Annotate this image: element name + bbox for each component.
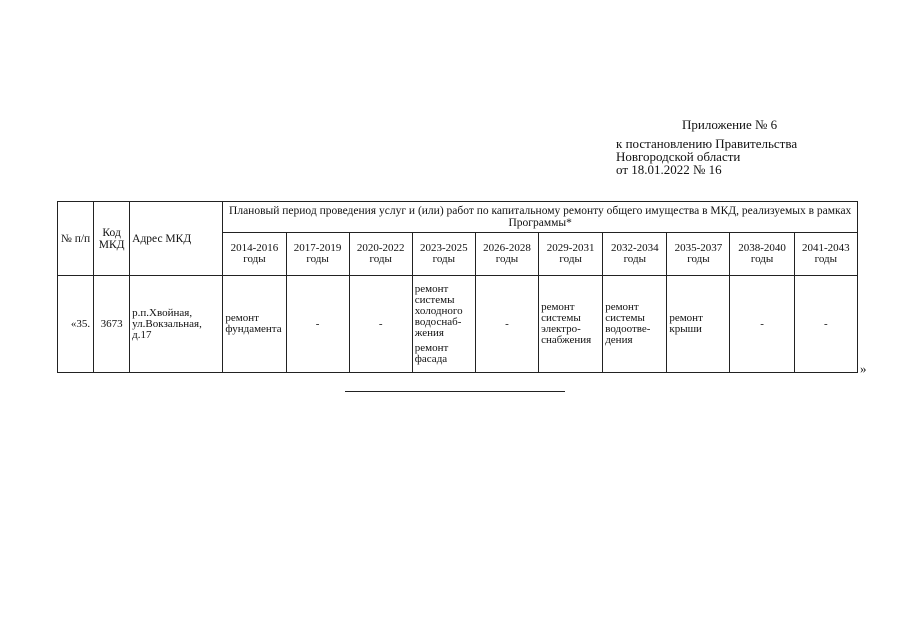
work-item: - [505, 317, 509, 330]
decree-line-2: Новгородской области [616, 149, 741, 164]
work-item: ремонт фасада [414, 341, 449, 365]
header-period: 2038-2040 годы [730, 233, 794, 276]
work-item: ремонт фундамента [225, 312, 282, 335]
header-address: Адрес МКД [130, 202, 223, 276]
period-cell [539, 276, 603, 373]
closing-quote: » [860, 361, 867, 376]
work-item: ремонт системы электро-снабжения [541, 301, 592, 346]
period-cell [223, 276, 286, 373]
header-num: № п/п [58, 202, 94, 276]
repair-plan-table [57, 201, 858, 373]
decree-line-3: от 18.01.2022 № 16 [616, 162, 722, 177]
period-cell [667, 276, 730, 373]
period-cell [730, 276, 794, 373]
work-item: - [378, 317, 383, 330]
row-num: «35. [58, 276, 94, 373]
row-address: р.п.Хвойная, ул.Вокзальная, д.17 [130, 276, 223, 373]
work-item: - [315, 317, 320, 330]
work-item: ремонт крыши [669, 312, 703, 335]
header-period: 2023-2025 годы [412, 233, 475, 276]
row-code: 3673 [94, 276, 130, 373]
period-cell [349, 276, 412, 373]
header-period: 2017-2019 годы [286, 233, 349, 276]
period-cell [475, 276, 538, 373]
header-period-group: Плановый период проведения услуг и (или) работ по капитальному ремонту общего имущества в МКД, реализуемых в рамках Программы* [223, 202, 858, 233]
work-item: - [760, 317, 764, 330]
work-item: - [823, 317, 828, 330]
header-period: 2014-2016 годы [223, 233, 286, 276]
document-header [616, 118, 797, 176]
header-period: 2026-2028 годы [475, 233, 538, 276]
work-item: ремонт системы водоотве-дения [605, 301, 651, 346]
table-row [58, 276, 858, 373]
period-cell [286, 276, 349, 373]
footer-divider [345, 391, 565, 392]
period-cell [794, 276, 857, 373]
document-title: Приложение № 6 [682, 117, 778, 132]
header-period: 2032-2034 годы [603, 233, 667, 276]
header-code: Код МКД [94, 202, 130, 276]
period-cell [603, 276, 667, 373]
work-item: ремонт системы холодного водоснаб-жения [414, 282, 463, 339]
header-period: 2035-2037 годы [667, 233, 730, 276]
header-period: 2041-2043 годы [794, 233, 857, 276]
period-cell [412, 276, 475, 373]
header-period: 2020-2022 годы [349, 233, 412, 276]
header-period: 2029-2031 годы [539, 233, 603, 276]
decree-line-1: к постановлению Правительства [616, 136, 798, 151]
